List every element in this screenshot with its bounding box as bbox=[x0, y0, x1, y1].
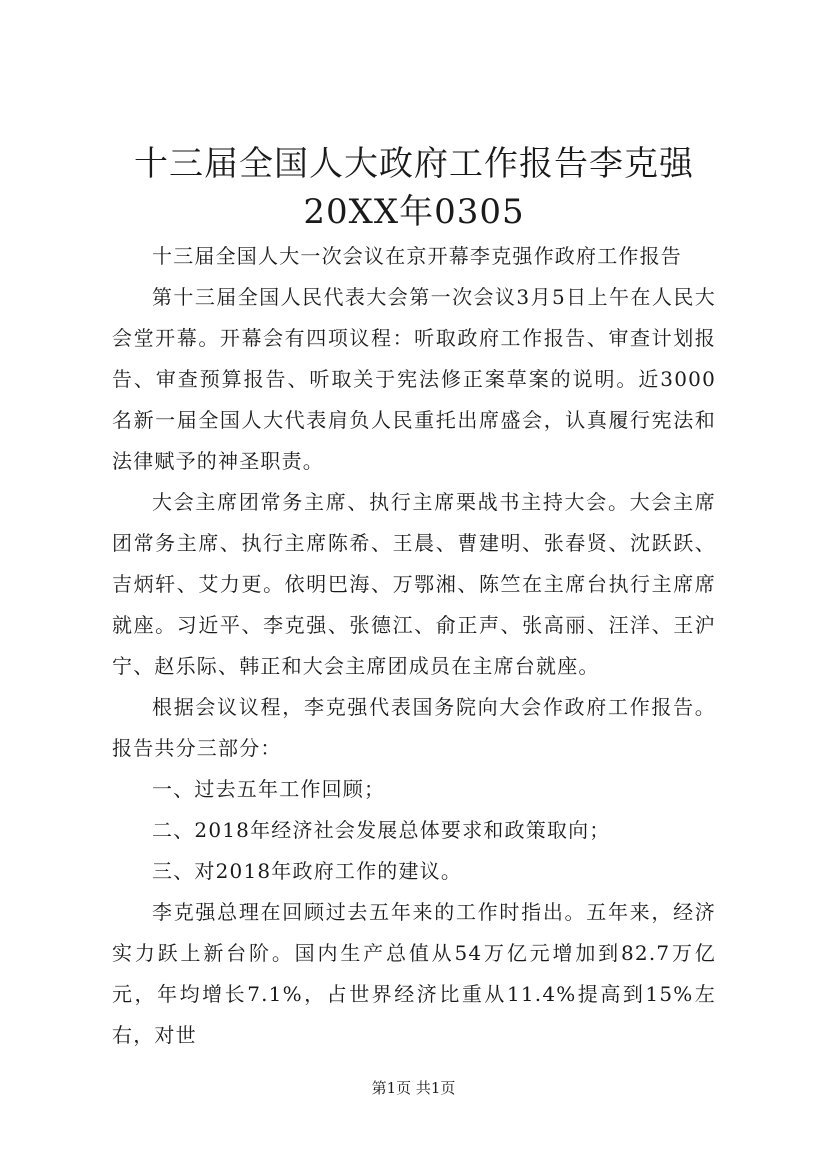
list-item-part-2: 二、2018年经济社会发展总体要求和政策取向； bbox=[152, 818, 611, 842]
page-footer bbox=[0, 1078, 827, 1098]
page-number-label: 第1页 共1页 bbox=[371, 1079, 456, 1097]
document-body bbox=[112, 236, 716, 1056]
paragraph-subtitle: 十三届全国人大一次会议在京开幕李克强作政府工作报告 bbox=[152, 244, 682, 268]
list-item-part-1: 一、过去五年工作回顾； bbox=[152, 777, 386, 801]
paragraph-opening: 第十三届全国人民代表大会第一次会议3月5日上午在人民大会堂开幕。开幕会有四项议程：听取政府工作报告、审查计划报告、审查预算报告、听取关于宪法修正案草案的说明。近3000名新一届全国人大代表肩负人民重托出席盛会，认真履行宪法和法律赋予的神圣职责。 bbox=[112, 285, 716, 473]
document-title: 十三届全国人大政府工作报告李克强20XX年0305 bbox=[134, 144, 694, 232]
list-item-part-3: 三、对2018年政府工作的建议。 bbox=[152, 859, 463, 883]
paragraph-presidium: 大会主席团常务主席、执行主席栗战书主持大会。大会主席团常务主席、执行主席陈希、王晨、曹建明、张春贤、沈跃跃、吉炳轩、艾力更。依明巴海、万鄂湘、陈竺在主席台执行主席席就座。习近平、李克强、张德江、俞正声、张高丽、汪洋、王沪宁、赵乐际、韩正和大会主席团成员在主席台就座。 bbox=[112, 490, 716, 678]
paragraph-review: 李克强总理在回顾过去五年来的工作时指出。五年来，经济实力跃上新台阶。国内生产总值从54万亿元增加到82.7万亿元，年均增长7.1%，占世界经济比重从11.4%提高到15%左右，对世 bbox=[112, 900, 716, 1047]
paragraph-agenda: 根据会议议程，李克强代表国务院向大会作政府工作报告。报告共分三部分： bbox=[112, 695, 716, 760]
